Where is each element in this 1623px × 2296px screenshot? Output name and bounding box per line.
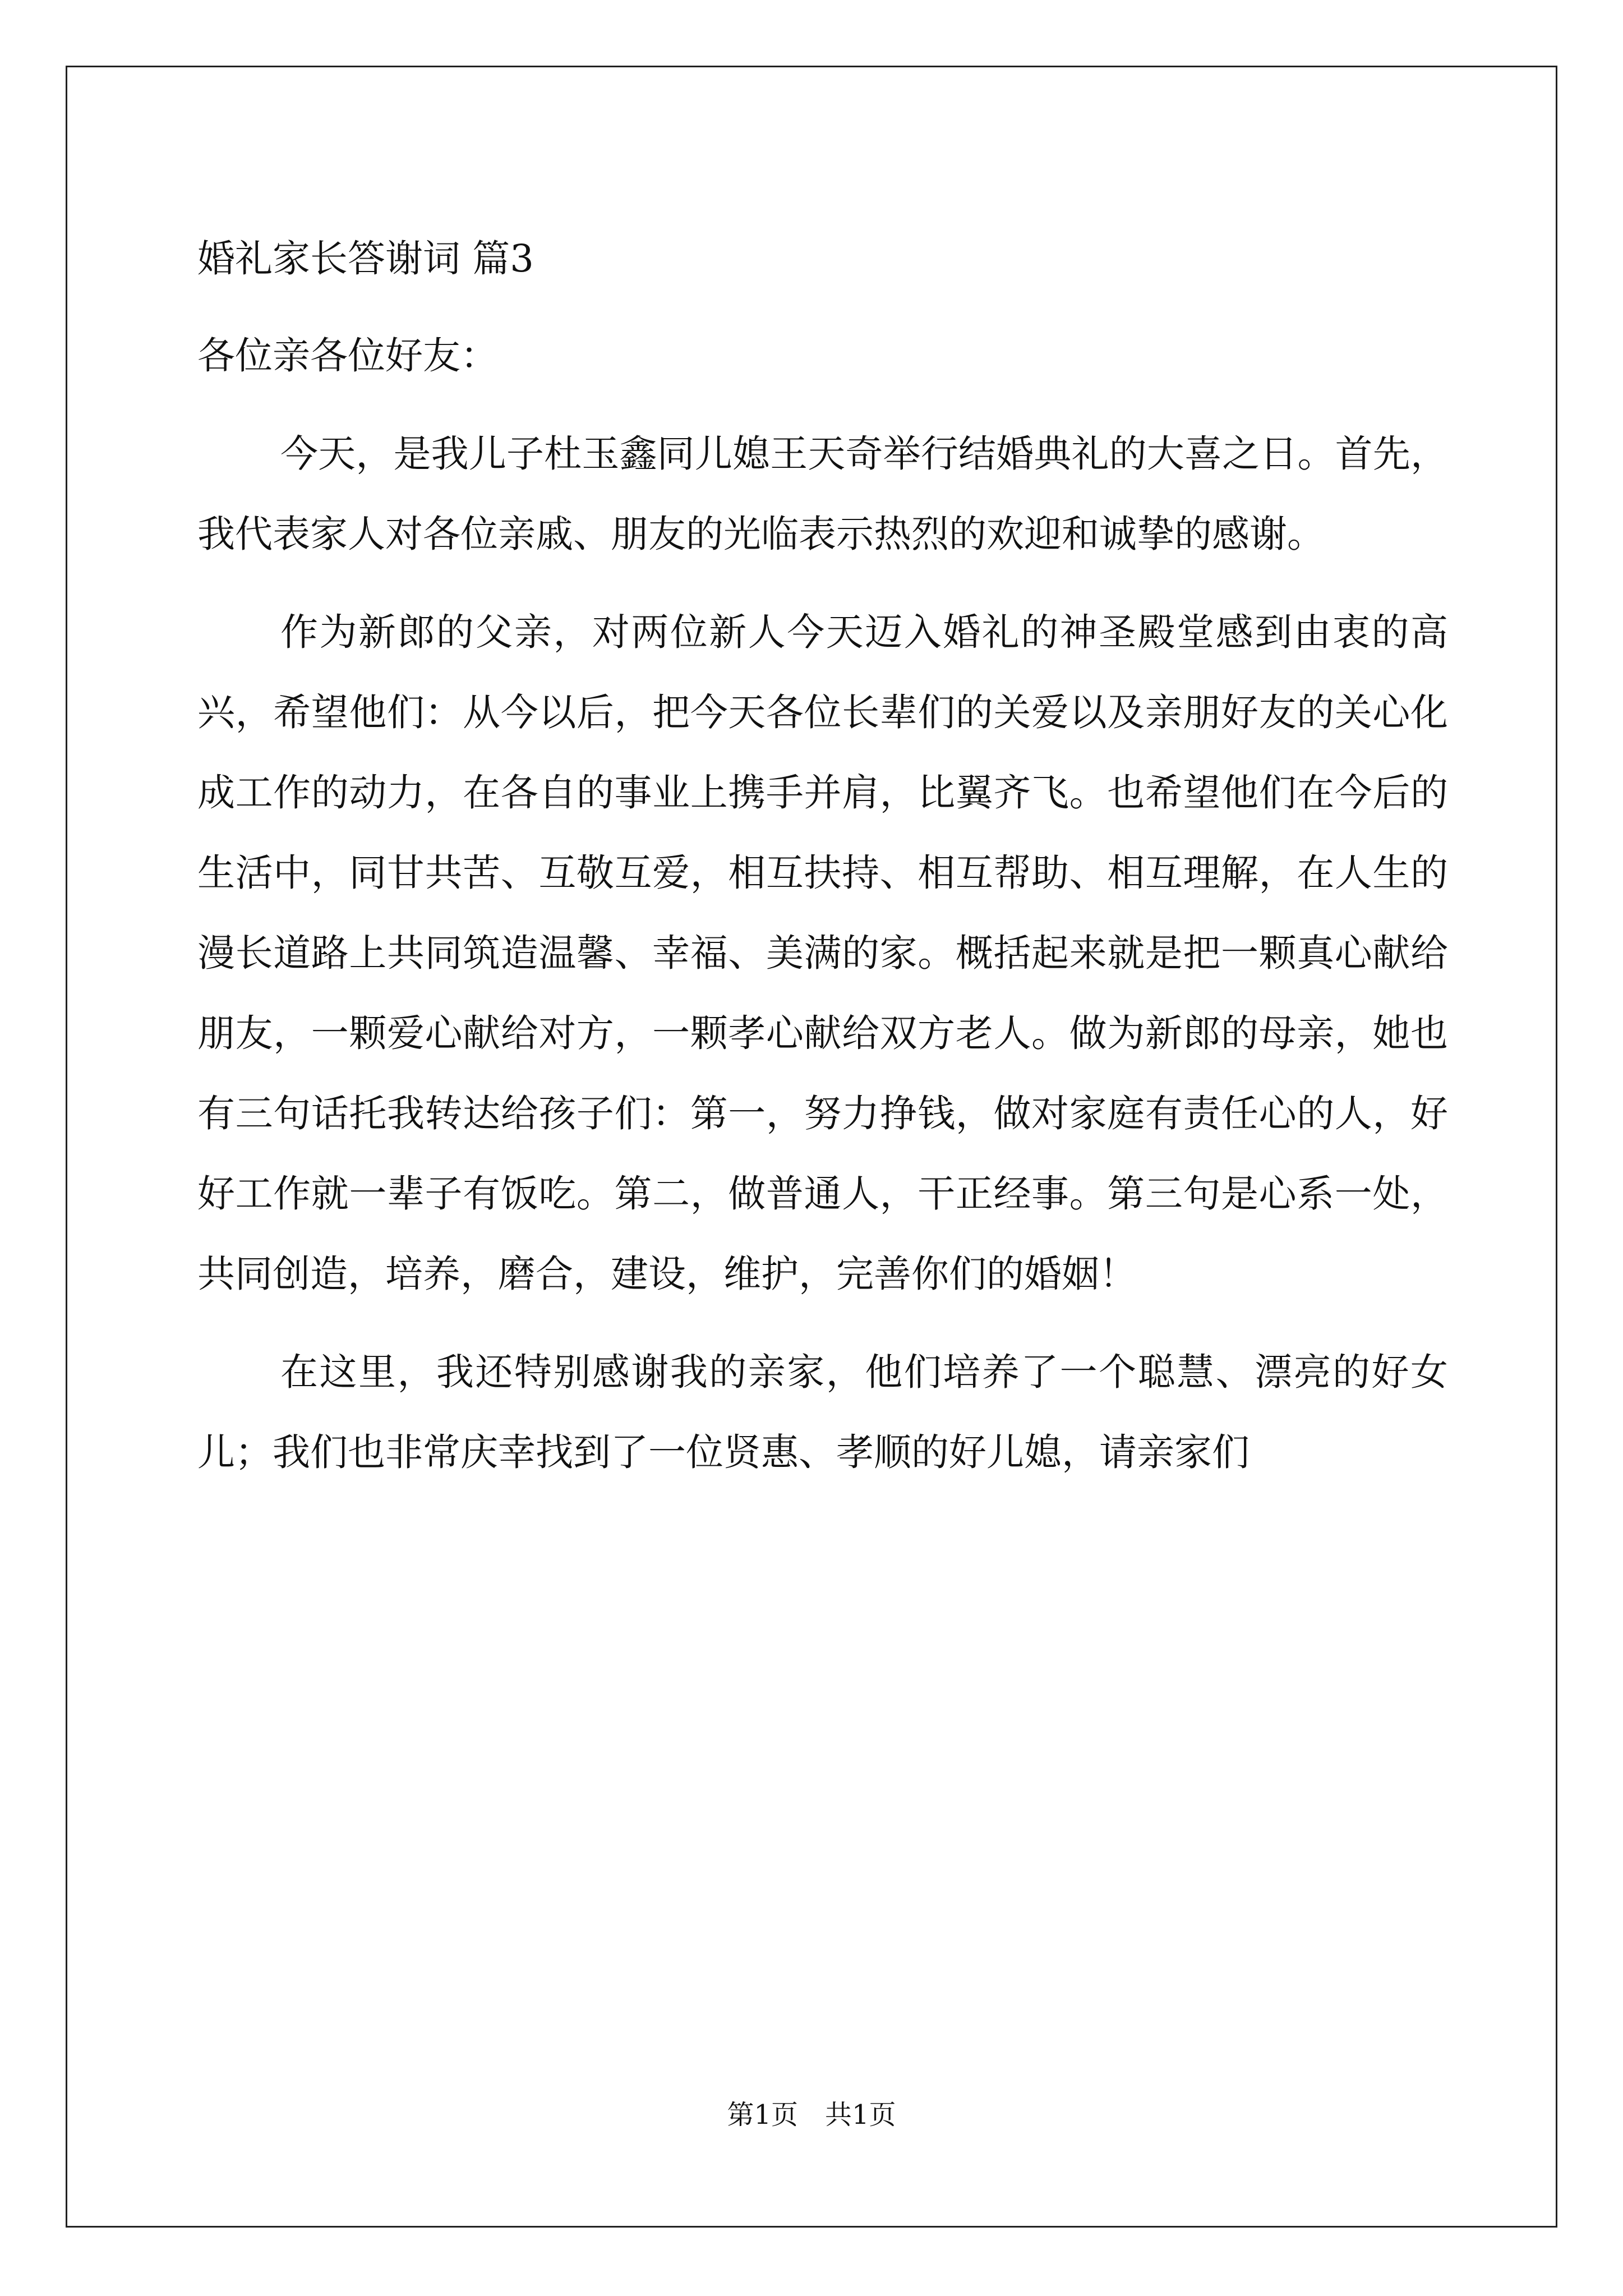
page-footer: [0, 2098, 1623, 2132]
paragraph-3: 在这里，我还特别感谢我的亲家，他们培养了一个聪慧、漂亮的好女儿；我们也非常庆幸找到了一位贤惠、孝顺的好儿媳，请亲家们: [197, 1350, 1448, 1474]
paragraph-2: 作为新郎的父亲，对两位新人今天迈入婚礼的神圣殿堂感到由衷的高兴，希望他们：从今以后，把今天各位长辈们的关爱以及亲朋好友的关心化成工作的动力，在各自的事业上携手并肩，比翼齐飞。也希望他们在今后的生活中，同甘共苦、互敬互爱，相互扶持、相互帮助、相互理解，在人生的漫长道路上共同筑造温馨、幸福、美满的家。概括起来就是把一颗真心献给朋友，一颗爱心献给对方，一颗孝心献给双方老人。做为新郎的母亲，她也有三句话托我转达给孩子们：第一，努力挣钱，做对家庭有责任心的人，好好工作就一辈子有饭吃。第二，做普通人，干正经事。第三句是心系一处，共同创造，培养，磨合，建设，维护，完善你们的婚姻！: [197, 610, 1448, 1296]
document-body: [197, 219, 1448, 1511]
salutation: 各位亲各位好友：: [197, 334, 498, 378]
page-number: 第1页: [727, 2099, 798, 2131]
document-title: 婚礼家长答谢词 篇3: [197, 237, 534, 280]
page-count: 共1页: [825, 2099, 896, 2131]
paragraph-1: 今天，是我儿子杜玉鑫同儿媳王天奇举行结婚典礼的大喜之日。首先，我代表家人对各位亲戚、朋友的光临表示热烈的欢迎和诚挚的感谢。: [197, 432, 1448, 556]
